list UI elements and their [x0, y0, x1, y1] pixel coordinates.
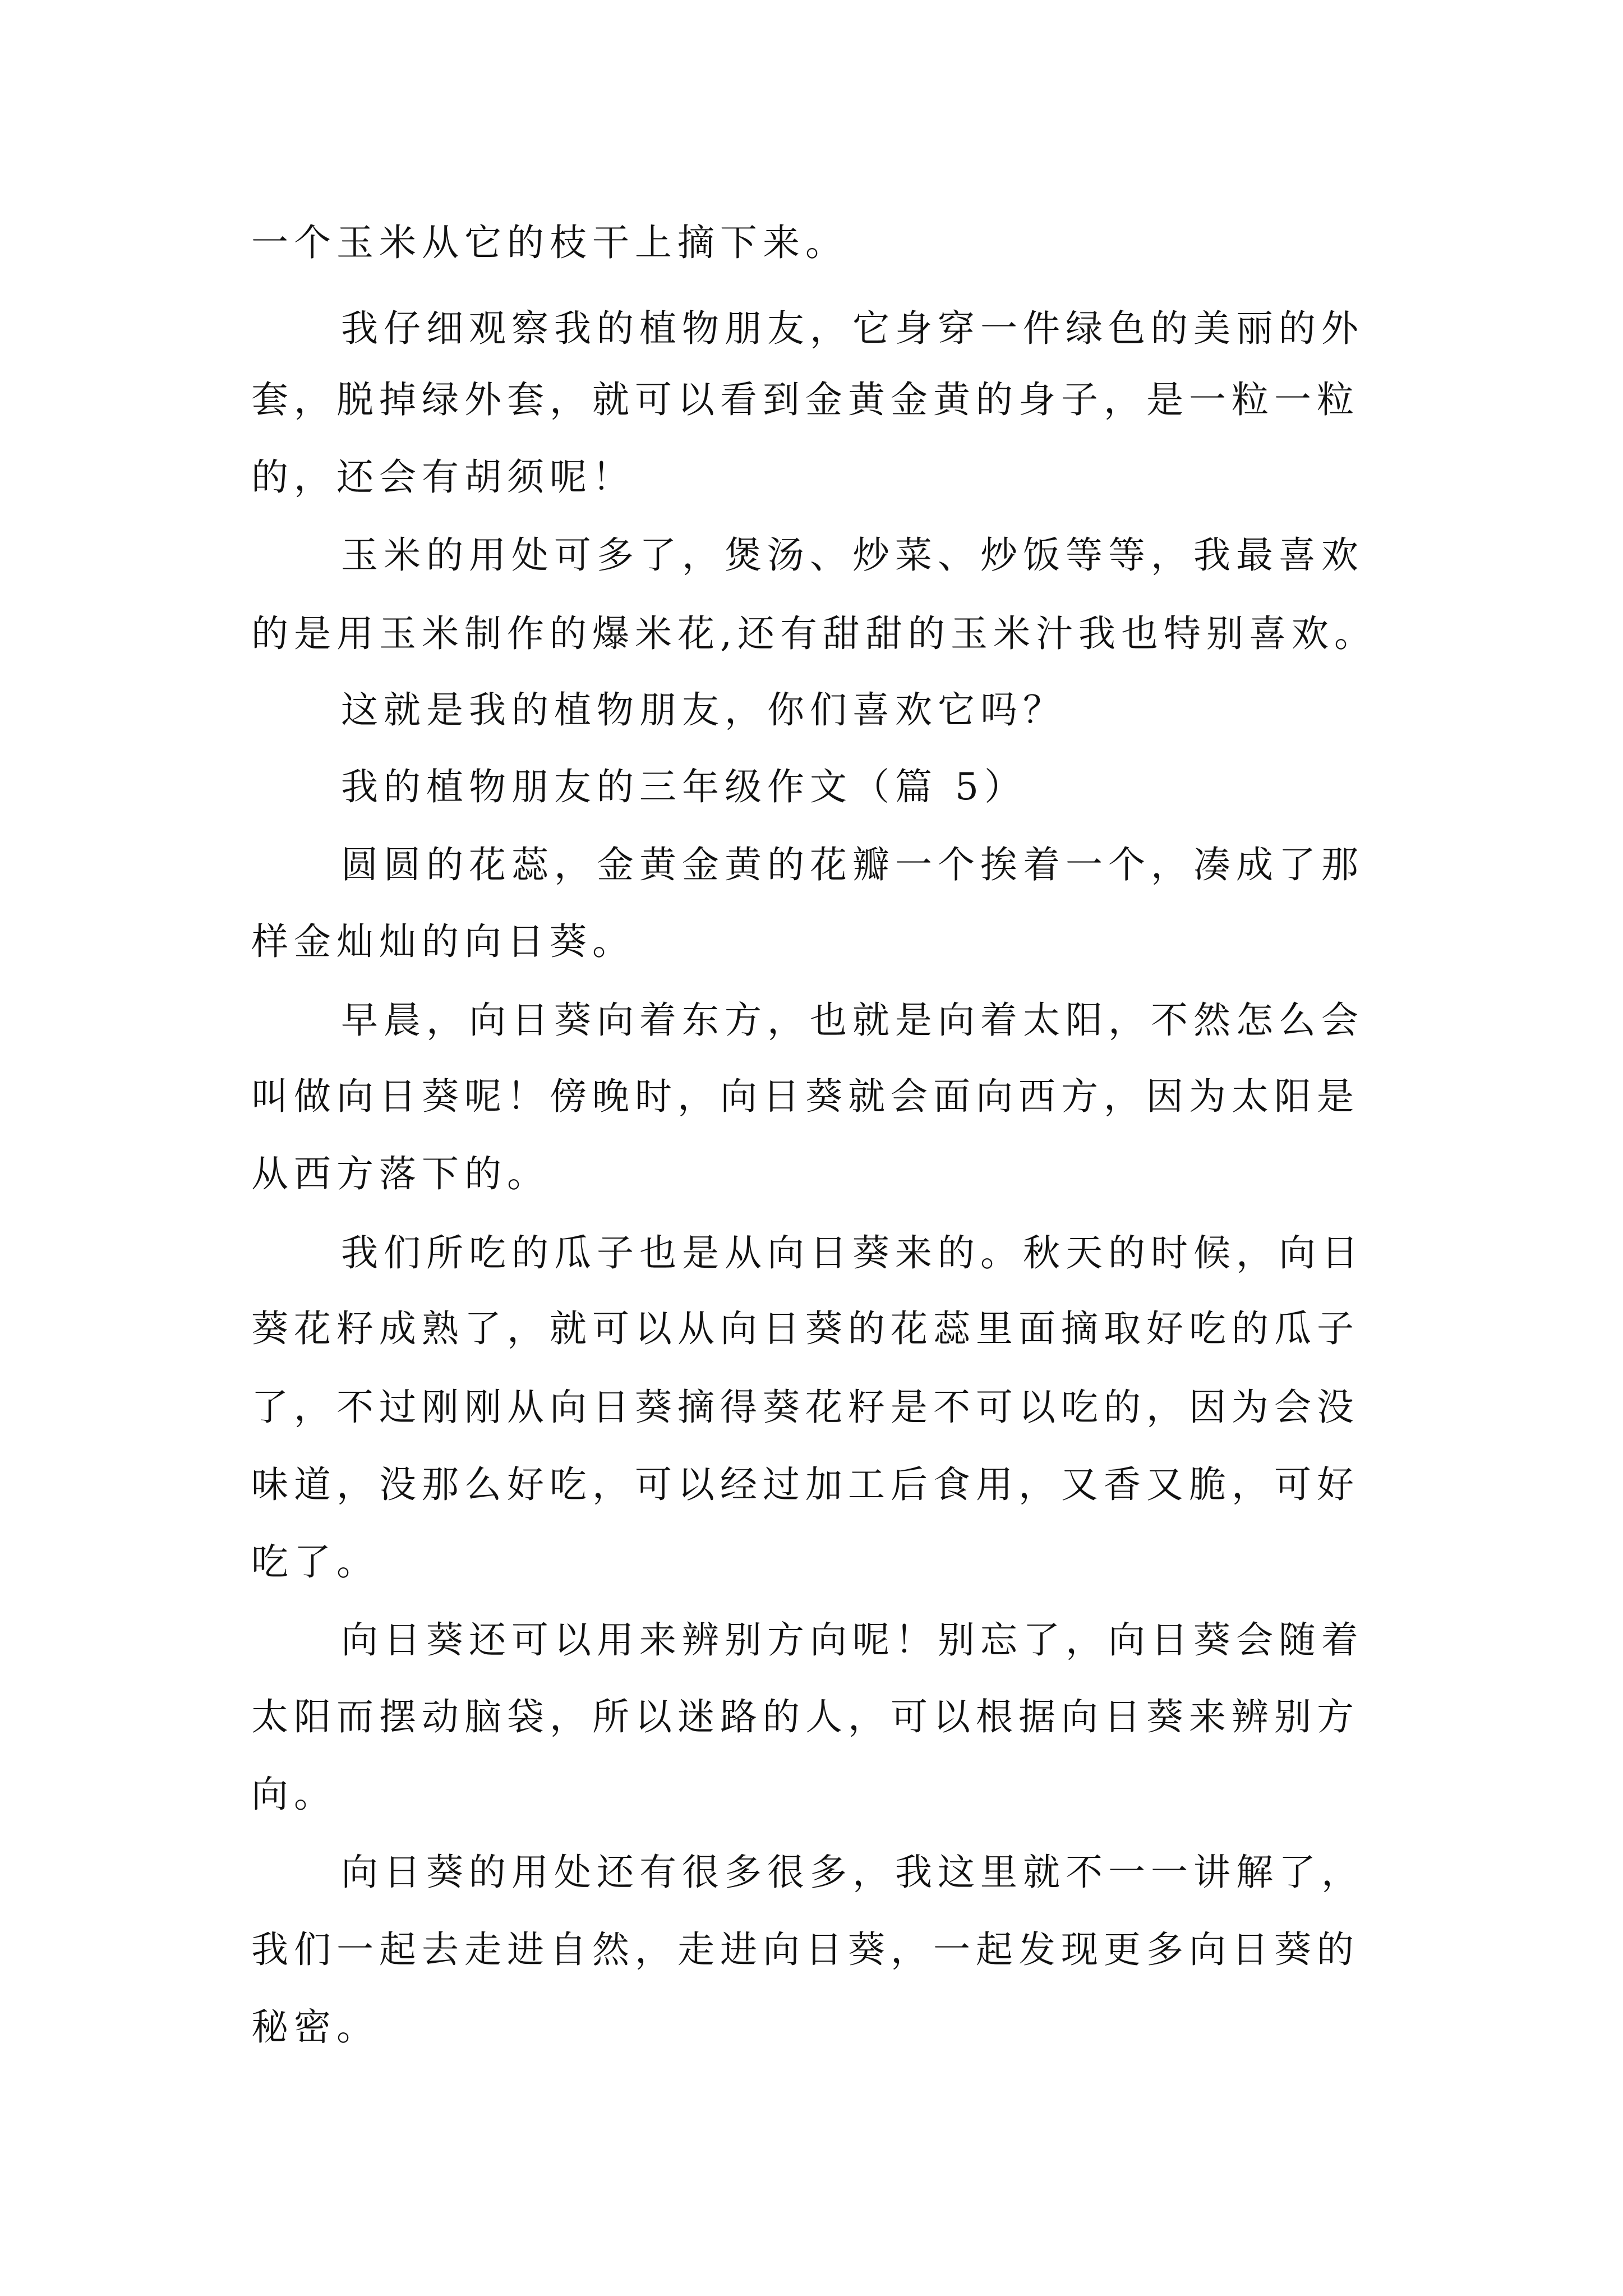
text-line: 样金灿灿的向日葵。 [251, 920, 635, 963]
text-line: 我们所吃的瓜子也是从向日葵来的。秋天的时候，向日 [341, 1231, 1364, 1274]
text-line: 圆圆的花蕊，金黄金黄的花瓣一个挨着一个，凑成了那 [341, 843, 1364, 886]
text-line: 葵花籽成熟了，就可以从向日葵的花蕊里面摘取好吃的瓜子 [251, 1307, 1359, 1350]
text-line: 太阳而摆动脑袋，所以迷路的人，可以根据向日葵来辨别方 [251, 1695, 1359, 1738]
text-line: 味道，没那么好吃，可以经过加工后食用，又香又脆，可好 [251, 1463, 1359, 1506]
text-line: 从西方落下的。 [251, 1152, 550, 1195]
text-line: 玉米的用处可多了，煲汤、炒菜、炒饭等等，我最喜欢 [341, 533, 1364, 577]
text-line: 我们一起去走进自然，走进向日葵，一起发现更多向日葵的 [251, 1928, 1359, 1971]
text-line: 向日葵的用处还有很多很多，我这里就不一一讲解了， [341, 1851, 1364, 1894]
text-line: 了，不过刚刚从向日葵摘得葵花籽是不可以吃的，因为会没 [251, 1386, 1359, 1429]
text-line: 这就是我的植物朋友，你们喜欢它吗？ [341, 688, 1066, 731]
text-line: 向日葵还可以用来辨别方向呢！别忘了，向日葵会随着 [341, 1618, 1364, 1662]
section-heading: 我的植物朋友的三年级作文（篇 5） [341, 765, 1027, 808]
text-line: 的是用玉米制作的爆米花,还有甜甜的玉米汁我也特别喜欢。 [251, 612, 1377, 655]
text-line: 秘密。 [251, 2005, 379, 2049]
text-line: 我仔细观察我的植物朋友，它身穿一件绿色的美丽的外 [341, 307, 1364, 350]
text-line: 套，脱掉绿外套，就可以看到金黄金黄的身子，是一粒一粒 [251, 378, 1359, 421]
text-line: 早晨，向日葵向着东方，也就是向着太阳，不然怎么会 [341, 999, 1364, 1042]
text-line: 叫做向日葵呢！傍晚时，向日葵就会面向西方，因为太阳是 [251, 1075, 1359, 1118]
text-line: 吃了。 [251, 1540, 379, 1584]
text-line: 一个玉米从它的枝干上摘下来。 [251, 221, 848, 264]
text-line: 的，还会有胡须呢！ [251, 455, 635, 499]
text-line: 向。 [251, 1773, 336, 1816]
